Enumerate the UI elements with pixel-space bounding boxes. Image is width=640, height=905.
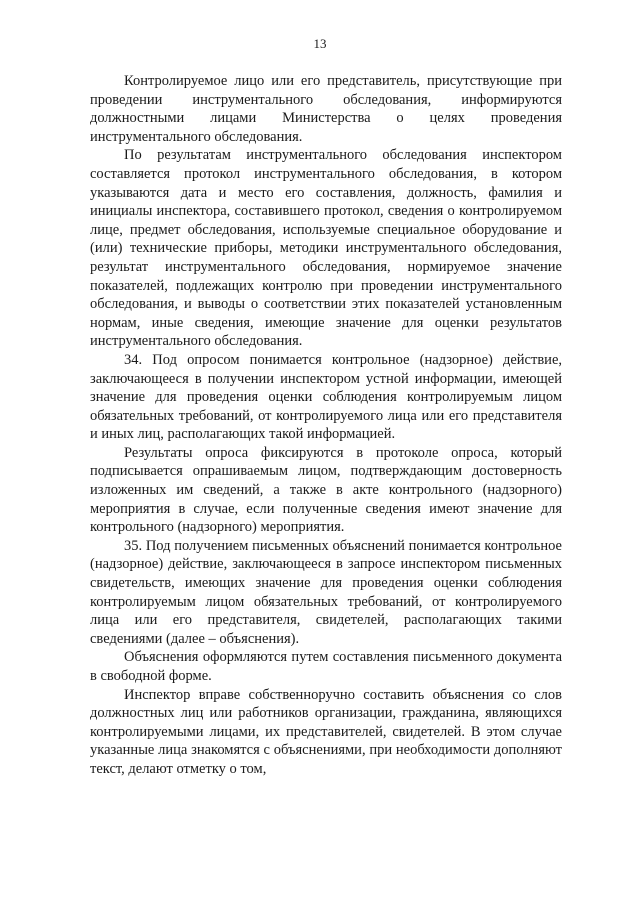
body-text [90,72,562,779]
paragraph: Инспектор вправе собственноручно составить объяснения со слов должностных лиц или работников организации, гражданина, являющихся контролируемыми лицами, их представителей, свидетелей. В этом случае указанные лица знакомятся с объяснениями, при необходимости дополняют текст, делают отметку о том, [90,686,562,777]
paragraph: Результаты опроса фиксируются в протоколе опроса, который подписывается опрашиваемым лицом, подтверждающим достоверность изложенных им сведений, а также в акте контрольного (надзорного) мероприятия в случае, если полученные сведения имеют значение для контрольного (надзорного) мероприятия. [90,444,562,536]
page-number: 13 [313,36,327,51]
paragraph: 34. Под опросом понимается контрольное (надзорное) действие, заключающееся в получении инспектором устной информации, имеющей значение для проведения оценки соблюдения контролируемым лицом обязательных требований, от контролируемого лица или его представителя и иных лиц, располагающих такой информацией. [90,351,562,443]
paragraph: По результатам инструментального обследования инспектором составляется протокол инструментального обследования, в котором указываются дата и место его составления, должность, фамилия и инициалы инспектора, составившего протокол, сведения о контролируемом лице, предмет обследования, используемые специальное оборудование и (или) технические приборы, методики инструментального обследования, результат инструментального обследования, нормируемое значение показателей, подлежащих контролю при проведении инструментального обследования, и выводы о соответствии этих показателей установленным нормам, иные сведения, имеющие значение для оценки результатов инструментального обследования. [90,147,562,350]
paragraph: Контролируемое лицо или его представитель, присутствующие при проведении инструментального обследования, информируются должностными лицами Министерства о целях проведения инструментального обследования. [90,73,562,145]
paragraph: Объяснения оформляются путем составления письменного документа в свободной форме. [90,649,562,684]
paragraph: 35. Под получением письменных объяснений понимается контрольное (надзорное) действие, заключающееся в запросе инспектором письменных свидетельств, имеющих значение для проведения оценки соблюдения контролируемым лицом обязательных требований, от контролируемого лица или его представителя, свидетелей, располагающих такими сведениями (далее – объяснения). [90,537,562,647]
